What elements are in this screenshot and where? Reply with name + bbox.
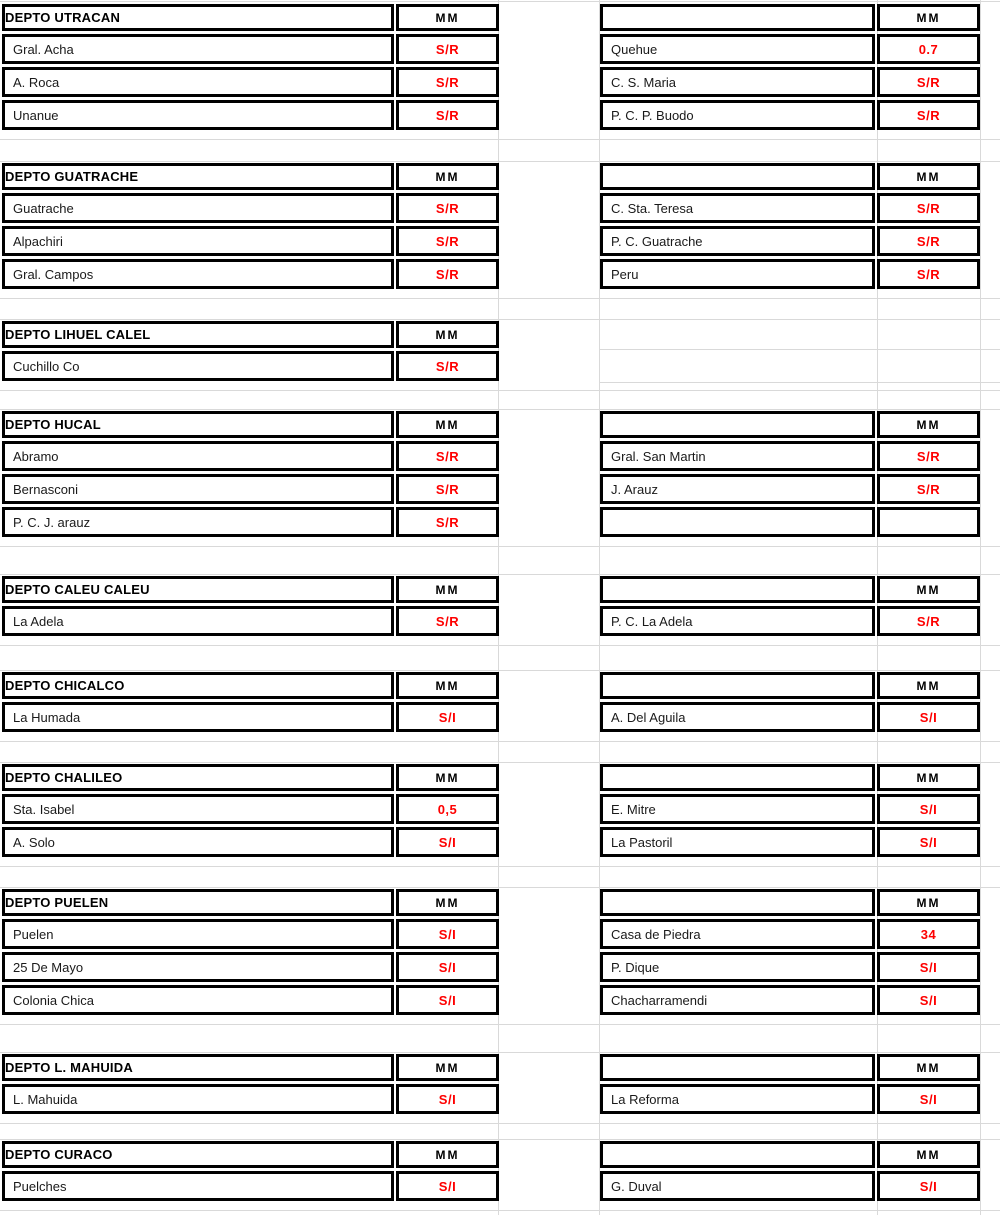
mm-value-cell bbox=[877, 507, 980, 537]
right-header-empty-cell bbox=[600, 889, 875, 916]
station-name-cell: 25 De Mayo bbox=[2, 952, 394, 982]
right-header-empty-cell bbox=[600, 576, 875, 603]
right-header-empty-cell bbox=[600, 1141, 875, 1168]
mm-value-cell: S/R bbox=[877, 100, 980, 130]
sheet-gridline-horizontal bbox=[0, 887, 1000, 888]
sheet-gridline-horizontal bbox=[599, 382, 1000, 383]
mm-value-cell: S/I bbox=[396, 985, 499, 1015]
mm-value-cell: S/I bbox=[877, 1084, 980, 1114]
right-header-empty-cell bbox=[600, 4, 875, 31]
sheet-gridline-horizontal bbox=[0, 741, 1000, 742]
station-name-cell: La Reforma bbox=[600, 1084, 875, 1114]
sheet-gridline-horizontal bbox=[0, 866, 1000, 867]
mm-unit-header-cell: MM bbox=[396, 1054, 499, 1081]
station-name-cell: La Humada bbox=[2, 702, 394, 732]
station-name-cell: Unanue bbox=[2, 100, 394, 130]
station-name-cell: Gral. Campos bbox=[2, 259, 394, 289]
dept-header-cell: DEPTO PUELEN bbox=[2, 889, 394, 916]
mm-unit-header-cell: MM bbox=[877, 1141, 980, 1168]
mm-value-cell: S/I bbox=[877, 1171, 980, 1201]
station-name-cell: Cuchillo Co bbox=[2, 351, 394, 381]
station-name-cell: P. C. Guatrache bbox=[600, 226, 875, 256]
sheet-gridline-horizontal bbox=[0, 139, 1000, 140]
mm-value-cell: S/R bbox=[396, 193, 499, 223]
sheet-gridline-horizontal bbox=[0, 1210, 1000, 1211]
mm-value-cell: S/R bbox=[396, 441, 499, 471]
sheet-gridline-horizontal bbox=[0, 1052, 1000, 1053]
dept-header-cell: DEPTO CHALILEO bbox=[2, 764, 394, 791]
mm-value-cell: S/I bbox=[396, 1084, 499, 1114]
mm-value-cell: S/R bbox=[877, 226, 980, 256]
mm-value-cell: S/R bbox=[877, 474, 980, 504]
mm-value-cell: 34 bbox=[877, 919, 980, 949]
right-header-empty-cell bbox=[600, 764, 875, 791]
sheet-gridline-horizontal bbox=[0, 1139, 1000, 1140]
mm-value-cell: S/I bbox=[877, 702, 980, 732]
mm-value-cell: S/R bbox=[877, 193, 980, 223]
mm-value-cell: S/R bbox=[877, 259, 980, 289]
mm-value-cell: S/R bbox=[396, 606, 499, 636]
station-name-cell: L. Mahuida bbox=[2, 1084, 394, 1114]
station-name-cell: E. Mitre bbox=[600, 794, 875, 824]
mm-unit-header-cell: MM bbox=[877, 411, 980, 438]
dept-header-cell: DEPTO LIHUEL CALEL bbox=[2, 321, 394, 348]
sheet-gridline-horizontal bbox=[0, 762, 1000, 763]
mm-unit-header-cell: MM bbox=[396, 889, 499, 916]
sheet-gridline-horizontal bbox=[0, 1024, 1000, 1025]
mm-value-cell: S/R bbox=[396, 67, 499, 97]
station-name-cell: Puelches bbox=[2, 1171, 394, 1201]
mm-unit-header-cell: MM bbox=[396, 764, 499, 791]
station-name-cell: Gral. Acha bbox=[2, 34, 394, 64]
sheet-gridline-vertical bbox=[980, 0, 981, 1215]
station-name-cell: P. Dique bbox=[600, 952, 875, 982]
right-header-empty-cell bbox=[600, 411, 875, 438]
station-name-cell: Gral. San Martin bbox=[600, 441, 875, 471]
mm-unit-header-cell: MM bbox=[877, 4, 980, 31]
mm-unit-header-cell: MM bbox=[396, 576, 499, 603]
mm-value-cell: S/R bbox=[396, 34, 499, 64]
station-name-cell: A. Del Aguila bbox=[600, 702, 875, 732]
mm-value-cell: S/R bbox=[396, 259, 499, 289]
station-name-cell: La Adela bbox=[2, 606, 394, 636]
dept-header-cell: DEPTO CALEU CALEU bbox=[2, 576, 394, 603]
mm-value-cell: S/I bbox=[396, 702, 499, 732]
mm-value-cell: S/R bbox=[877, 441, 980, 471]
sheet-gridline-horizontal bbox=[0, 670, 1000, 671]
dept-header-cell: DEPTO GUATRACHE bbox=[2, 163, 394, 190]
sheet-gridline-horizontal bbox=[0, 298, 1000, 299]
mm-unit-header-cell: MM bbox=[396, 4, 499, 31]
mm-value-cell: S/R bbox=[877, 67, 980, 97]
station-name-cell: Guatrache bbox=[2, 193, 394, 223]
sheet-gridline-horizontal bbox=[599, 349, 1000, 350]
mm-value-cell: S/R bbox=[396, 474, 499, 504]
dept-header-cell: DEPTO HUCAL bbox=[2, 411, 394, 438]
mm-unit-header-cell: MM bbox=[877, 764, 980, 791]
mm-unit-header-cell: MM bbox=[877, 889, 980, 916]
station-name-cell: Peru bbox=[600, 259, 875, 289]
station-name-cell: Sta. Isabel bbox=[2, 794, 394, 824]
sheet-gridline-horizontal bbox=[0, 390, 1000, 391]
dept-header-cell: DEPTO CURACO bbox=[2, 1141, 394, 1168]
sheet-gridline-horizontal bbox=[0, 546, 1000, 547]
dept-header-cell: DEPTO CHICALCO bbox=[2, 672, 394, 699]
right-header-empty-cell bbox=[600, 672, 875, 699]
right-header-empty-cell bbox=[600, 1054, 875, 1081]
station-name-cell: La Pastoril bbox=[600, 827, 875, 857]
mm-value-cell: S/I bbox=[396, 1171, 499, 1201]
sheet-gridline-horizontal bbox=[0, 161, 1000, 162]
dept-header-cell: DEPTO L. MAHUIDA bbox=[2, 1054, 394, 1081]
mm-value-cell: S/I bbox=[877, 985, 980, 1015]
sheet-gridline-horizontal bbox=[0, 409, 1000, 410]
mm-value-cell: 0.7 bbox=[877, 34, 980, 64]
station-name-cell: Chacharramendi bbox=[600, 985, 875, 1015]
mm-unit-header-cell: MM bbox=[396, 321, 499, 348]
station-name-cell bbox=[600, 507, 875, 537]
mm-value-cell: S/I bbox=[396, 952, 499, 982]
station-name-cell: A. Solo bbox=[2, 827, 394, 857]
mm-unit-header-cell: MM bbox=[877, 576, 980, 603]
station-name-cell: Casa de Piedra bbox=[600, 919, 875, 949]
mm-value-cell: S/R bbox=[396, 507, 499, 537]
station-name-cell: C. Sta. Teresa bbox=[600, 193, 875, 223]
mm-unit-header-cell: MM bbox=[396, 672, 499, 699]
sheet-gridline-horizontal bbox=[0, 1123, 1000, 1124]
mm-unit-header-cell: MM bbox=[396, 1141, 499, 1168]
mm-value-cell: S/R bbox=[877, 606, 980, 636]
right-header-empty-cell bbox=[600, 163, 875, 190]
mm-unit-header-cell: MM bbox=[877, 1054, 980, 1081]
sheet-gridline-horizontal bbox=[0, 1, 1000, 2]
station-name-cell: A. Roca bbox=[2, 67, 394, 97]
station-name-cell: Puelen bbox=[2, 919, 394, 949]
sheet-gridline-horizontal bbox=[0, 645, 1000, 646]
mm-value-cell: S/R bbox=[396, 100, 499, 130]
mm-unit-header-cell: MM bbox=[396, 411, 499, 438]
mm-unit-header-cell: MM bbox=[396, 163, 499, 190]
mm-value-cell: S/I bbox=[396, 919, 499, 949]
mm-unit-header-cell: MM bbox=[877, 163, 980, 190]
sheet-gridline-horizontal bbox=[0, 574, 1000, 575]
station-name-cell: Quehue bbox=[600, 34, 875, 64]
mm-value-cell: S/I bbox=[877, 827, 980, 857]
mm-value-cell: S/R bbox=[396, 226, 499, 256]
dept-header-cell: DEPTO UTRACAN bbox=[2, 4, 394, 31]
station-name-cell: Alpachiri bbox=[2, 226, 394, 256]
station-name-cell: C. S. Maria bbox=[600, 67, 875, 97]
station-name-cell: P. C. P. Buodo bbox=[600, 100, 875, 130]
mm-value-cell: S/I bbox=[877, 952, 980, 982]
station-name-cell: G. Duval bbox=[600, 1171, 875, 1201]
station-name-cell: Colonia Chica bbox=[2, 985, 394, 1015]
station-name-cell: Bernasconi bbox=[2, 474, 394, 504]
mm-value-cell: 0,5 bbox=[396, 794, 499, 824]
mm-value-cell: S/R bbox=[396, 351, 499, 381]
station-name-cell: J. Arauz bbox=[600, 474, 875, 504]
mm-value-cell: S/I bbox=[396, 827, 499, 857]
mm-value-cell: S/I bbox=[877, 794, 980, 824]
station-name-cell: Abramo bbox=[2, 441, 394, 471]
station-name-cell: P. C. La Adela bbox=[600, 606, 875, 636]
station-name-cell: P. C. J. arauz bbox=[2, 507, 394, 537]
sheet-gridline-horizontal bbox=[0, 319, 1000, 320]
mm-unit-header-cell: MM bbox=[877, 672, 980, 699]
